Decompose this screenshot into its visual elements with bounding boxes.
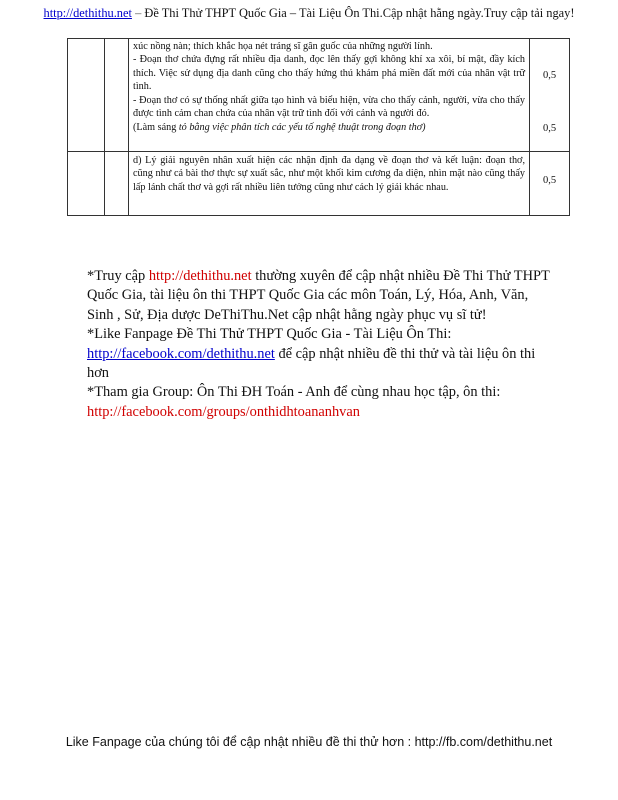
answer-content [129,152,530,216]
promo-prefix: *Like Fanpage Đề Thi Thử THPT Quốc Gia - Tài Liệu Ôn Thi: [87,326,452,343]
promo-paragraph [87,325,557,383]
promo-paragraph [87,267,557,325]
table-cell-empty [68,152,105,216]
facebook-link[interactable]: http://facebook.com/dethithu.net [87,345,275,362]
score-cell [530,152,570,216]
answer-line: - Đoạn thơ có sự thống nhất giữa tạo hình và biểu hiện, vừa cho thấy cảnh, người, vừa cho thấy được tình cảm chan chứa của nhân vật trữ tình đối với cảnh và người đó. [133,94,525,120]
header-separator: – [135,6,142,20]
note-italic: tỏ bằng việc phân tích các yếu tố nghệ thuật trong đoạn thơ) [178,121,426,133]
promo-prefix: *Truy cập [87,268,146,284]
table-cell-empty [105,152,129,216]
answer-content [129,39,530,152]
table-cell-empty [68,39,105,152]
page-footer: Like Fanpage của chúng tôi để cập nhật nhiều đề thi thử hơn : http://fb.com/dethithu.net [65,735,553,749]
note-prefix: (Làm sáng [133,121,177,133]
site-link[interactable]: http://dethithu.net [43,6,132,20]
header-text: Đề Thi Thử THPT Quốc Gia – Tài Liệu Ôn Thi.Cập nhật hằng ngày.Truy cập tải ngay! [144,6,575,20]
table-cell-empty [105,39,129,152]
promo-paragraph [87,383,557,422]
score-cell [530,39,570,152]
promo-text: thường xuyên để cập nhật nhiều Đề Thi Thử THPT Quốc Gia, tài liệu ôn thi THPT Quốc Gia các môn Toán, Lý, Hóa, Anh, Văn, Sinh , Sử, Địa dược DeThiThu.Net cập nhật hằng ngày phục vụ sĩ tử! [87,268,550,323]
answer-line: d) Lý giải nguyên nhân xuất hiện các nhận định đa dạng về đoạn thơ và kết luận: đoạn thơ, cũng như cả bài thơ thực sự xuất sắc, như một khối kim cương đa diện, nhìn mặt nào cũng thấy lấp lánh chất thơ và gợi rất nhiều liên tưởng cũng như cách lý giải khác nhau. [133,155,525,193]
promo-text: để cập nhật nhiều đề thi thử và tài liệu ôn thi hơn [87,345,536,382]
answer-line: - Đoạn thơ chứa đựng rất nhiều địa danh, đọc lên thấy gợi không khí xa xôi, bí mật, đầy kích thích. Việc sử dụng địa danh cũng cho thấy hứng thú khám phá miền đất mới của nhân vật trữ tình. [133,54,525,93]
group-link[interactable]: http://facebook.com/groups/onthidhtoananhvan [87,403,360,420]
promo-block [87,267,557,422]
dethithu-link[interactable]: http://dethithu.net [148,268,252,284]
answer-note [133,121,525,134]
answer-line: xúc nồng nàn; thích khắc họa nét tráng sĩ gân guốc của những người lính. [133,41,433,52]
score-value: 0,5 [542,70,557,81]
score-value: 0,5 [542,123,557,134]
page-header [0,6,618,21]
score-value: 0,5 [542,175,557,186]
grading-table [67,38,570,216]
promo-prefix: *Tham gia Group: Ôn Thi ĐH Toán - Anh để cùng nhau học tập, ôn thi: [87,384,501,401]
table-row [68,39,570,152]
table-row [68,152,570,216]
